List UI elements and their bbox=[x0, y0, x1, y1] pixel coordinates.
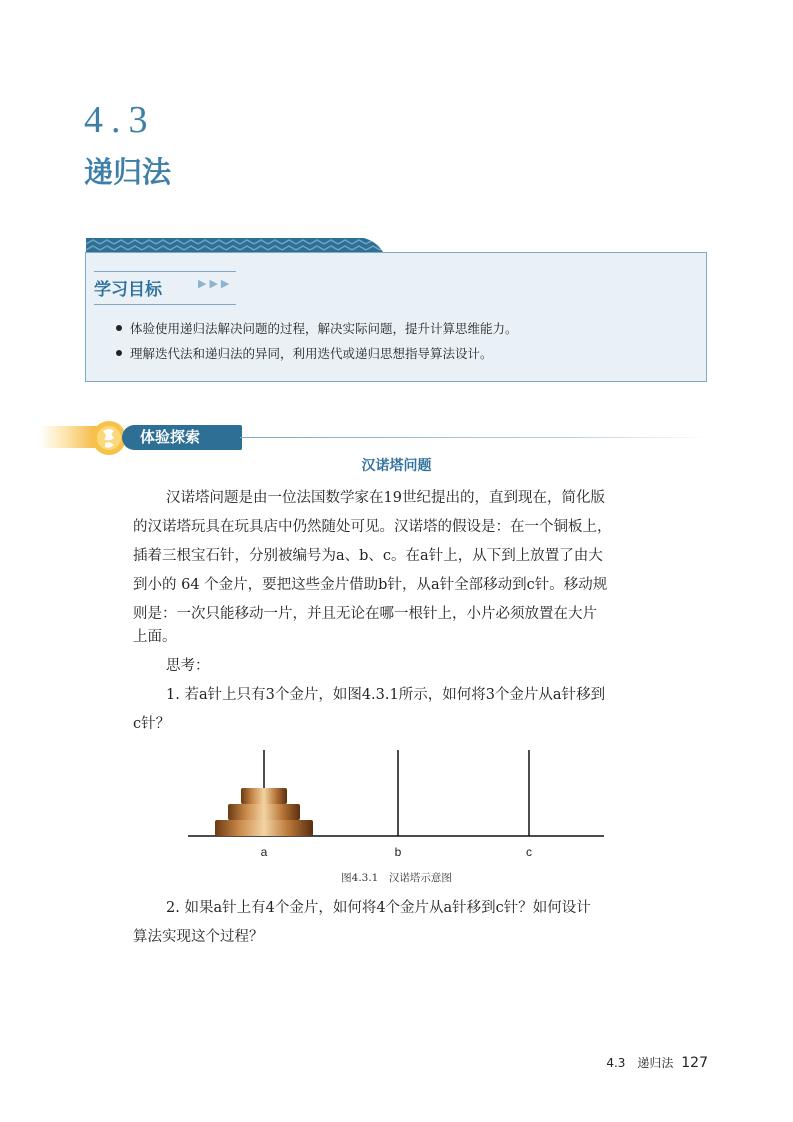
disk-2 bbox=[228, 804, 300, 820]
explore-section-label: 体验探索 bbox=[122, 425, 242, 450]
disk-3 bbox=[241, 788, 287, 804]
bullet-icon bbox=[116, 325, 122, 331]
learning-goals-title: 学习目标 bbox=[94, 280, 162, 300]
hanoi-figure bbox=[186, 745, 606, 863]
paragraph-line: 到小的 64 个金片，要把这些金片借助b针，从a针全部移动到c针。移动规 bbox=[133, 577, 608, 593]
question-2-line: 2. 如果a针上有4个金片，如何将4个金片从a针移到c针？如何设计 bbox=[166, 900, 591, 916]
footer-section: 4.3 递归法 bbox=[606, 1056, 674, 1070]
question-1-line: c针？ bbox=[133, 716, 171, 732]
paragraph-line: 插着三根宝石针，分别被编号为a、b、c。在a针上，从下到上放置了由大 bbox=[133, 548, 603, 564]
section-number: 4.3 bbox=[84, 99, 156, 141]
peg-label-b: b bbox=[394, 845, 402, 859]
disk-1 bbox=[215, 820, 313, 836]
paragraph-line: 上面。 bbox=[133, 629, 177, 645]
paragraph-line: 则是：一次只能移动一片，并且无论在哪一根针上，小片必须放置在大片 bbox=[133, 606, 597, 622]
peg-label-c: c bbox=[526, 845, 532, 859]
question-2-line: 算法实现这个过程？ bbox=[133, 929, 264, 945]
think-label: 思考： bbox=[166, 658, 210, 674]
figure-caption: 图4.3.1 汉诺塔示意图 bbox=[341, 872, 452, 884]
paragraph-line: 汉诺塔问题是由一位法国数学家在19世纪提出的，直到现在，简化版 bbox=[166, 490, 605, 506]
bullet-icon bbox=[116, 350, 122, 356]
paragraph-line: 的汉诺塔玩具在玩具店中仍然随处可见。汉诺塔的假设是：在一个铜板上， bbox=[133, 519, 612, 535]
page-number: 127 bbox=[681, 1055, 708, 1071]
goal-text: 理解迭代法和递归法的异同，利用迭代或递归思想指导算法设计。 bbox=[130, 346, 493, 361]
triple-arrow-icon: ▶▶▶ bbox=[198, 277, 233, 290]
section-title: 递归法 bbox=[84, 155, 172, 189]
problem-title: 汉诺塔问题 bbox=[361, 458, 432, 474]
question-1-line: 1. 若a针上只有3个金片，如图4.3.1所示，如何将3个金片从a针移到 bbox=[166, 687, 606, 703]
goal-text: 体验使用递归法解决问题的过程，解决实际问题，提升计算思维能力。 bbox=[130, 321, 518, 336]
page-footer bbox=[606, 1054, 708, 1071]
learning-goals-heading bbox=[94, 271, 236, 305]
peg-label-a: a bbox=[260, 845, 268, 859]
learning-goals-box bbox=[85, 252, 707, 382]
explore-divider bbox=[240, 437, 710, 438]
goal-item bbox=[116, 344, 493, 362]
goal-item bbox=[116, 319, 518, 337]
